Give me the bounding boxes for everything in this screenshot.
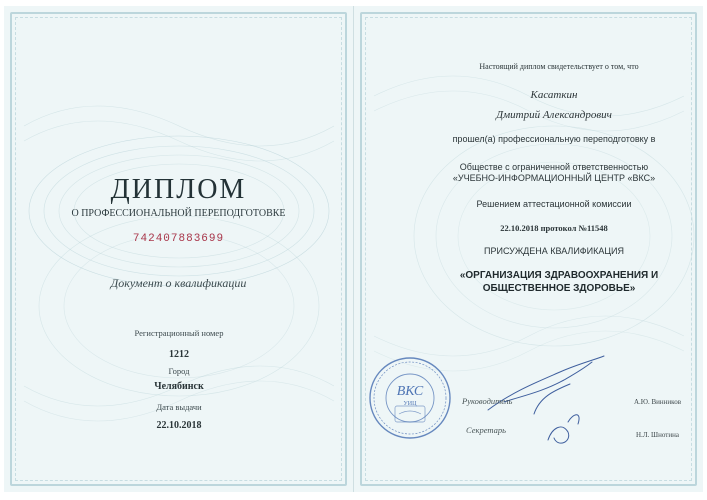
registration-label: Регистрационный номер bbox=[134, 328, 224, 338]
serial-number: 742407883699 bbox=[132, 233, 225, 245]
qualification-line-2: ОБЩЕСТВЕННОЕ ЗДОРОВЬЕ» bbox=[482, 283, 636, 294]
awarded-text: ПРИСУЖДЕНА КВАЛИФИКАЦИЯ bbox=[484, 246, 624, 256]
organization-line-2: «УЧЕБНО-ИНФОРМАЦИОННЫЙ ЦЕНТР «ВКС» bbox=[452, 173, 656, 183]
registration-number: 1212 bbox=[169, 349, 189, 360]
diploma-subtitle: О ПРОФЕССИОНАЛЬНОЙ ПЕРЕПОДГОТОВКЕ bbox=[71, 208, 286, 219]
head-role: Руководитель bbox=[462, 396, 513, 406]
recipient-given-names: Дмитрий Александрович bbox=[496, 109, 612, 121]
certifies-text: Настоящий диплом свидетельствует о том, что bbox=[479, 62, 639, 71]
diploma-title: ДИПЛОМ bbox=[110, 174, 247, 205]
secretary-name: Н.Л. Шнотина bbox=[636, 431, 679, 439]
secretary-role: Секретарь bbox=[466, 425, 506, 435]
issue-date-label: Дата выдачи bbox=[156, 402, 202, 412]
protocol-text: 22.10.2018 протокол №11548 bbox=[500, 223, 608, 233]
organization-line-1: Обществе с ограниченной ответственностью bbox=[459, 162, 649, 172]
head-name: А.Ю. Винников bbox=[634, 398, 682, 406]
stamp-center-text: ВКС bbox=[396, 384, 424, 399]
diploma-right-page bbox=[354, 6, 703, 492]
recipient-surname: Касаткин bbox=[530, 89, 578, 101]
issue-date-value: 22.10.2018 bbox=[156, 420, 202, 431]
completed-text: прошел(а) профессиональную переподготовку в bbox=[452, 134, 656, 144]
document-kind: Документ о квалификации bbox=[110, 276, 247, 290]
qualification-line-1: «ОРГАНИЗАЦИЯ ЗДРАВООХРАНЕНИЯ И bbox=[459, 270, 659, 281]
diploma-left-page bbox=[4, 6, 354, 492]
city-label: Город bbox=[168, 366, 190, 376]
decision-text: Решением аттестационной комиссии bbox=[476, 199, 632, 209]
stamp-sub-text: УИЦ bbox=[403, 401, 417, 407]
city-value: Челябинск bbox=[154, 381, 204, 392]
